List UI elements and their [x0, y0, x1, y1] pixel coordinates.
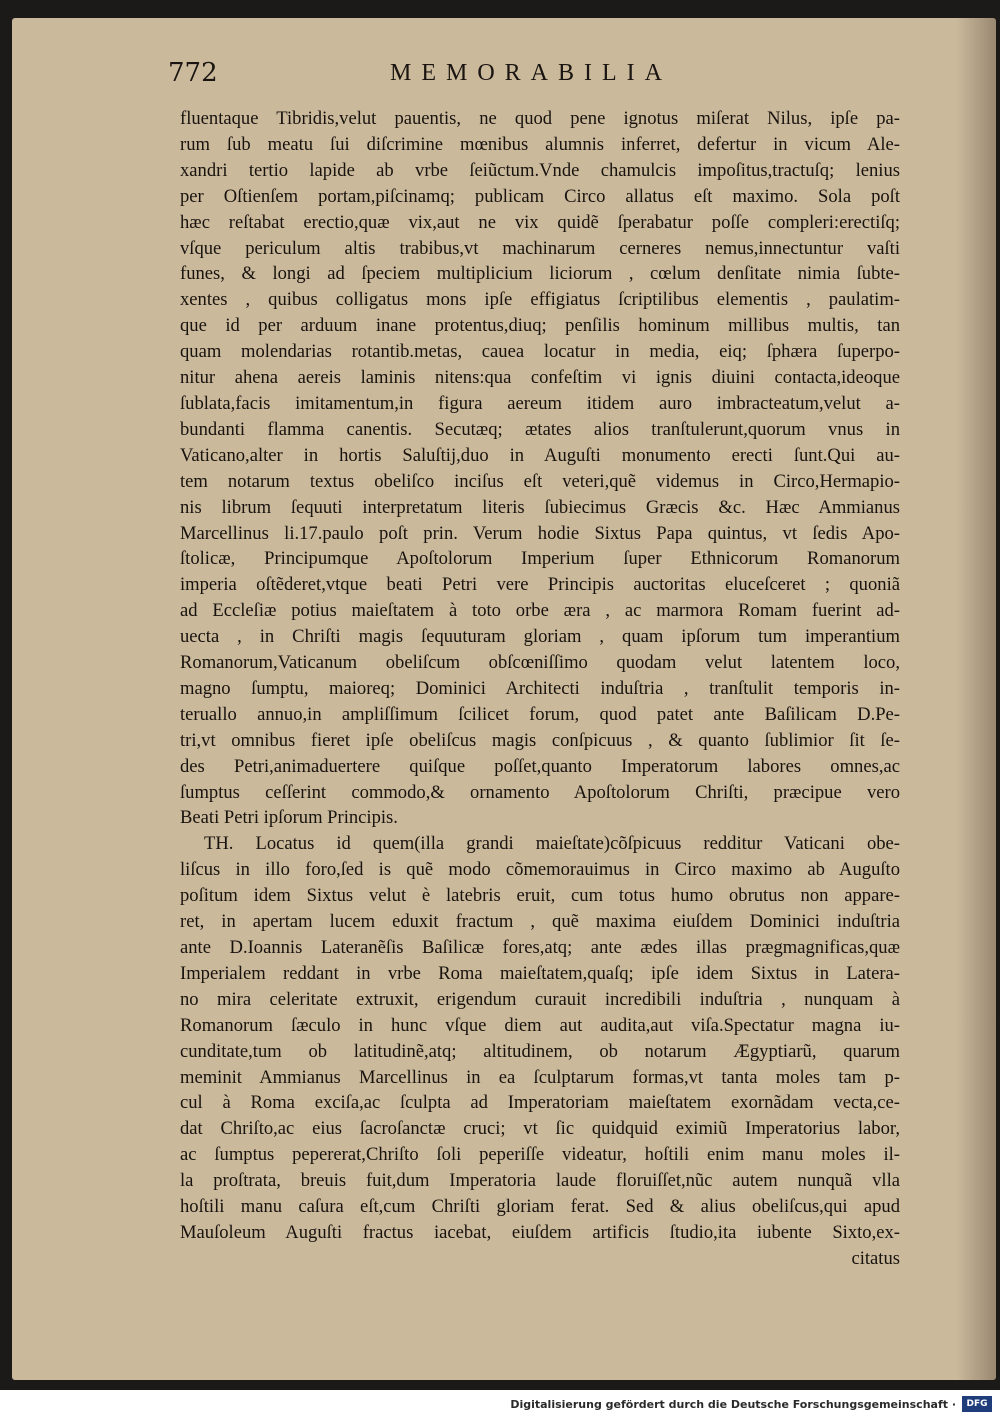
text-line: Romanorum ſæculo in hunc vſque diem aut audita,aut viſa.Spectatur magna iu-	[180, 1014, 900, 1036]
page-header	[168, 52, 908, 92]
text-line: ac ſumptus pepererat,Chriſto ſoli peperiſſe videatur, hoſtili enim manu moles il-	[180, 1144, 900, 1166]
paragraph-2	[180, 831, 900, 1246]
text-line: xandri tertio lapide ab vrbe ſeiũctum.Vnde chamulcis impoſitus,tractuſq; lenius	[180, 159, 900, 181]
text-line: imperia oſtẽderet,vtque beati Petri vere Principis auctoritas eluceſceret ; quoniã	[180, 574, 900, 596]
catchword: citatus	[851, 1247, 900, 1269]
text-line: quam molendarias rotantib.metas, cauea locatur in media, eiq; ſphæra ſuperpo-	[180, 341, 900, 363]
text-line: no mira celeritate extruxit, erigendum curauit incredibili induſtria , nunquam à	[180, 988, 900, 1010]
text-line: ſublata,facis imitamentum,in figura aereum itidem auro imbracteatum,velut a-	[180, 392, 900, 414]
text-line: ſumptus ceſſerint commodo,& ornamento Apoſtolorum Chriſti, præcipue vero	[180, 781, 900, 803]
dfg-logo: DFG	[962, 1396, 992, 1412]
page-number: 772	[168, 58, 218, 88]
text-line: liſcus in illo foro,ſed is quẽ modo cõmemorauimus in Circo maximo ab Auguſto	[180, 859, 900, 881]
text-line: des Petri,animaduertere quiſque poſſet,quanto Imperatorum labores omnes,ac	[180, 755, 900, 777]
paragraph-1	[180, 106, 900, 831]
text-line: tri,vt omnibus fieret ipſe obeliſcus magis conſpicuus , & quanto ſublimior ſit ſe-	[180, 729, 900, 751]
main-text	[180, 106, 900, 1272]
text-line: ad Eccleſiæ potius maieſtatem à toto orbe æra , ac marmora Romam fuerint ad-	[180, 600, 900, 622]
running-head: MEMORABILIA	[390, 60, 672, 86]
text-line: Marcellinus li.17.paulo poſt prin. Verum hodie Sixtus Papa quintus, vt ſedis Apo-	[180, 522, 900, 544]
text-line: vſque periculum altis trabibus,vt machinarum cerneres nemus,innectuntur vaſti	[180, 237, 900, 259]
text-line: uecta , in Chriſti magis ſequuturam gloriam , quam ipſorum tum imperantium	[180, 626, 900, 648]
digitization-note: Digitalisierung gefördert durch die Deutsche Forschungsgemeinschaft ·	[510, 1398, 956, 1411]
text-line: ante D.Ioannis Lateranẽſis Baſilicæ fores,atq; ante ædes illas prægmagnificas,quæ	[180, 937, 900, 958]
text-line: TH. Locatus id quem(illa grandi maieſtate)cõſpicuus redditur Vaticani obe-	[204, 833, 900, 855]
text-line: Imperialem reddant in vrbe Roma maieſtatem,quaſq; ipſe idem Sixtus in Latera-	[180, 962, 900, 984]
text-line: hæc reſtabat erectio,quæ vix,aut ne vix quidẽ ſperabatur poſſe compleri:erectiſq;	[180, 211, 900, 233]
text-line: ret, in apertam lucem eduxit fractum , quẽ maxima eiuſdem Dominici induſtria	[180, 911, 900, 933]
text-line: magno ſumptu, maioreq; Dominici Architecti induſtria , tranſtulit temporis in-	[180, 677, 900, 699]
text-line: Vaticano,alter in hortis Saluſtij,duo in Auguſti monumento erecti ſunt.Qui au-	[180, 444, 900, 466]
text-line: xentes , quibus colligatus mons ipſe effigiatus ſcriptilibus elementis , paulatim-	[180, 289, 900, 311]
text-line: cunditate,tum ob latitudinẽ,atq; altitudinem, ob notarum Ægyptiarũ, quarum	[180, 1040, 900, 1062]
text-line: poſitum idem Sixtus velut è latebris eruit, cum totus humo obrutus non appare-	[180, 885, 900, 907]
text-line: tem notarum textus obeliſco inciſus eſt veteri,quẽ videmus in Circo,Hermapio-	[180, 470, 900, 492]
text-line: que id per arduum inane protentus,diuq; penſilis hominum millibus multis, tan	[180, 315, 900, 337]
footer	[0, 1396, 1000, 1419]
text-line: hoſtili manu caſura eſt,cum Chriſti gloriam ferat. Sed & alius obeliſcus,qui apud	[180, 1196, 900, 1218]
page-shadow	[956, 18, 996, 1380]
text-line: nitur ahena aereis laminis nitens:qua confeſtim vi ignis diuini contacta,ideoque	[180, 367, 900, 389]
text-line: la proſtrata, breuis fuit,dum Imperatoria laude floruiſſet,nũc autem nunquã vlla	[180, 1170, 900, 1192]
text-line: Romanorum,Vaticanum obeliſcum obſcœniſſimo quodam velut latentem loco,	[180, 652, 900, 674]
text-line: bundanti flamma canentis. Secutæq; ætates alios tranſtulerunt,quorum vnus in	[180, 418, 900, 440]
text-line: ſtolicæ, Principumque Apoſtolorum Imperium ſuper Ethnicorum Romanorum	[180, 548, 900, 570]
text-line: teruallo annuo,in ampliſſimum ſcilicet forum, quod patet ante Baſilicam D.Pe-	[180, 703, 900, 725]
text-line: Beati Petri ipſorum Principis.	[180, 807, 398, 829]
text-line: cul à Roma exciſa,ac ſculpta ad Imperatoriam maieſtatem exornãdam vecta,ce-	[180, 1092, 900, 1114]
text-line: fluentaque Tibridis,velut pauentis, ne quod pene ignotus miſerat Nilus, ipſe pa-	[180, 108, 900, 129]
text-line: Mauſoleum Auguſti fractus iacebat, eiuſdem artificis ſtudio,ita iubente Sixto,ex-	[180, 1221, 900, 1243]
text-line: nis librum ſequuti interpretatum literis ſubiecimus Græcis &c. Hæc Ammianus	[180, 496, 900, 518]
text-line: per Oſtienſem portam,piſcinamq; publicam Circo allatus eſt maximo. Sola poſt	[180, 185, 900, 207]
text-line: dat Chriſto,ac eius ſacroſanctæ cruci; vt ſic quidquid eximiũ Imperatorius labor,	[180, 1118, 900, 1140]
text-line: rum ſub meatu ſui diſcrimine mœnibus alumnis inferret, defertur in vicum Ale-	[180, 133, 900, 155]
text-line: funes, & longi ad ſpeciem multiplicium liciorum , cœlum denſitate nimia ſubte-	[180, 263, 900, 285]
text-line: meminit Ammianus Marcellinus in ea ſculptarum formas,vt tanta moles tam p-	[180, 1066, 900, 1088]
